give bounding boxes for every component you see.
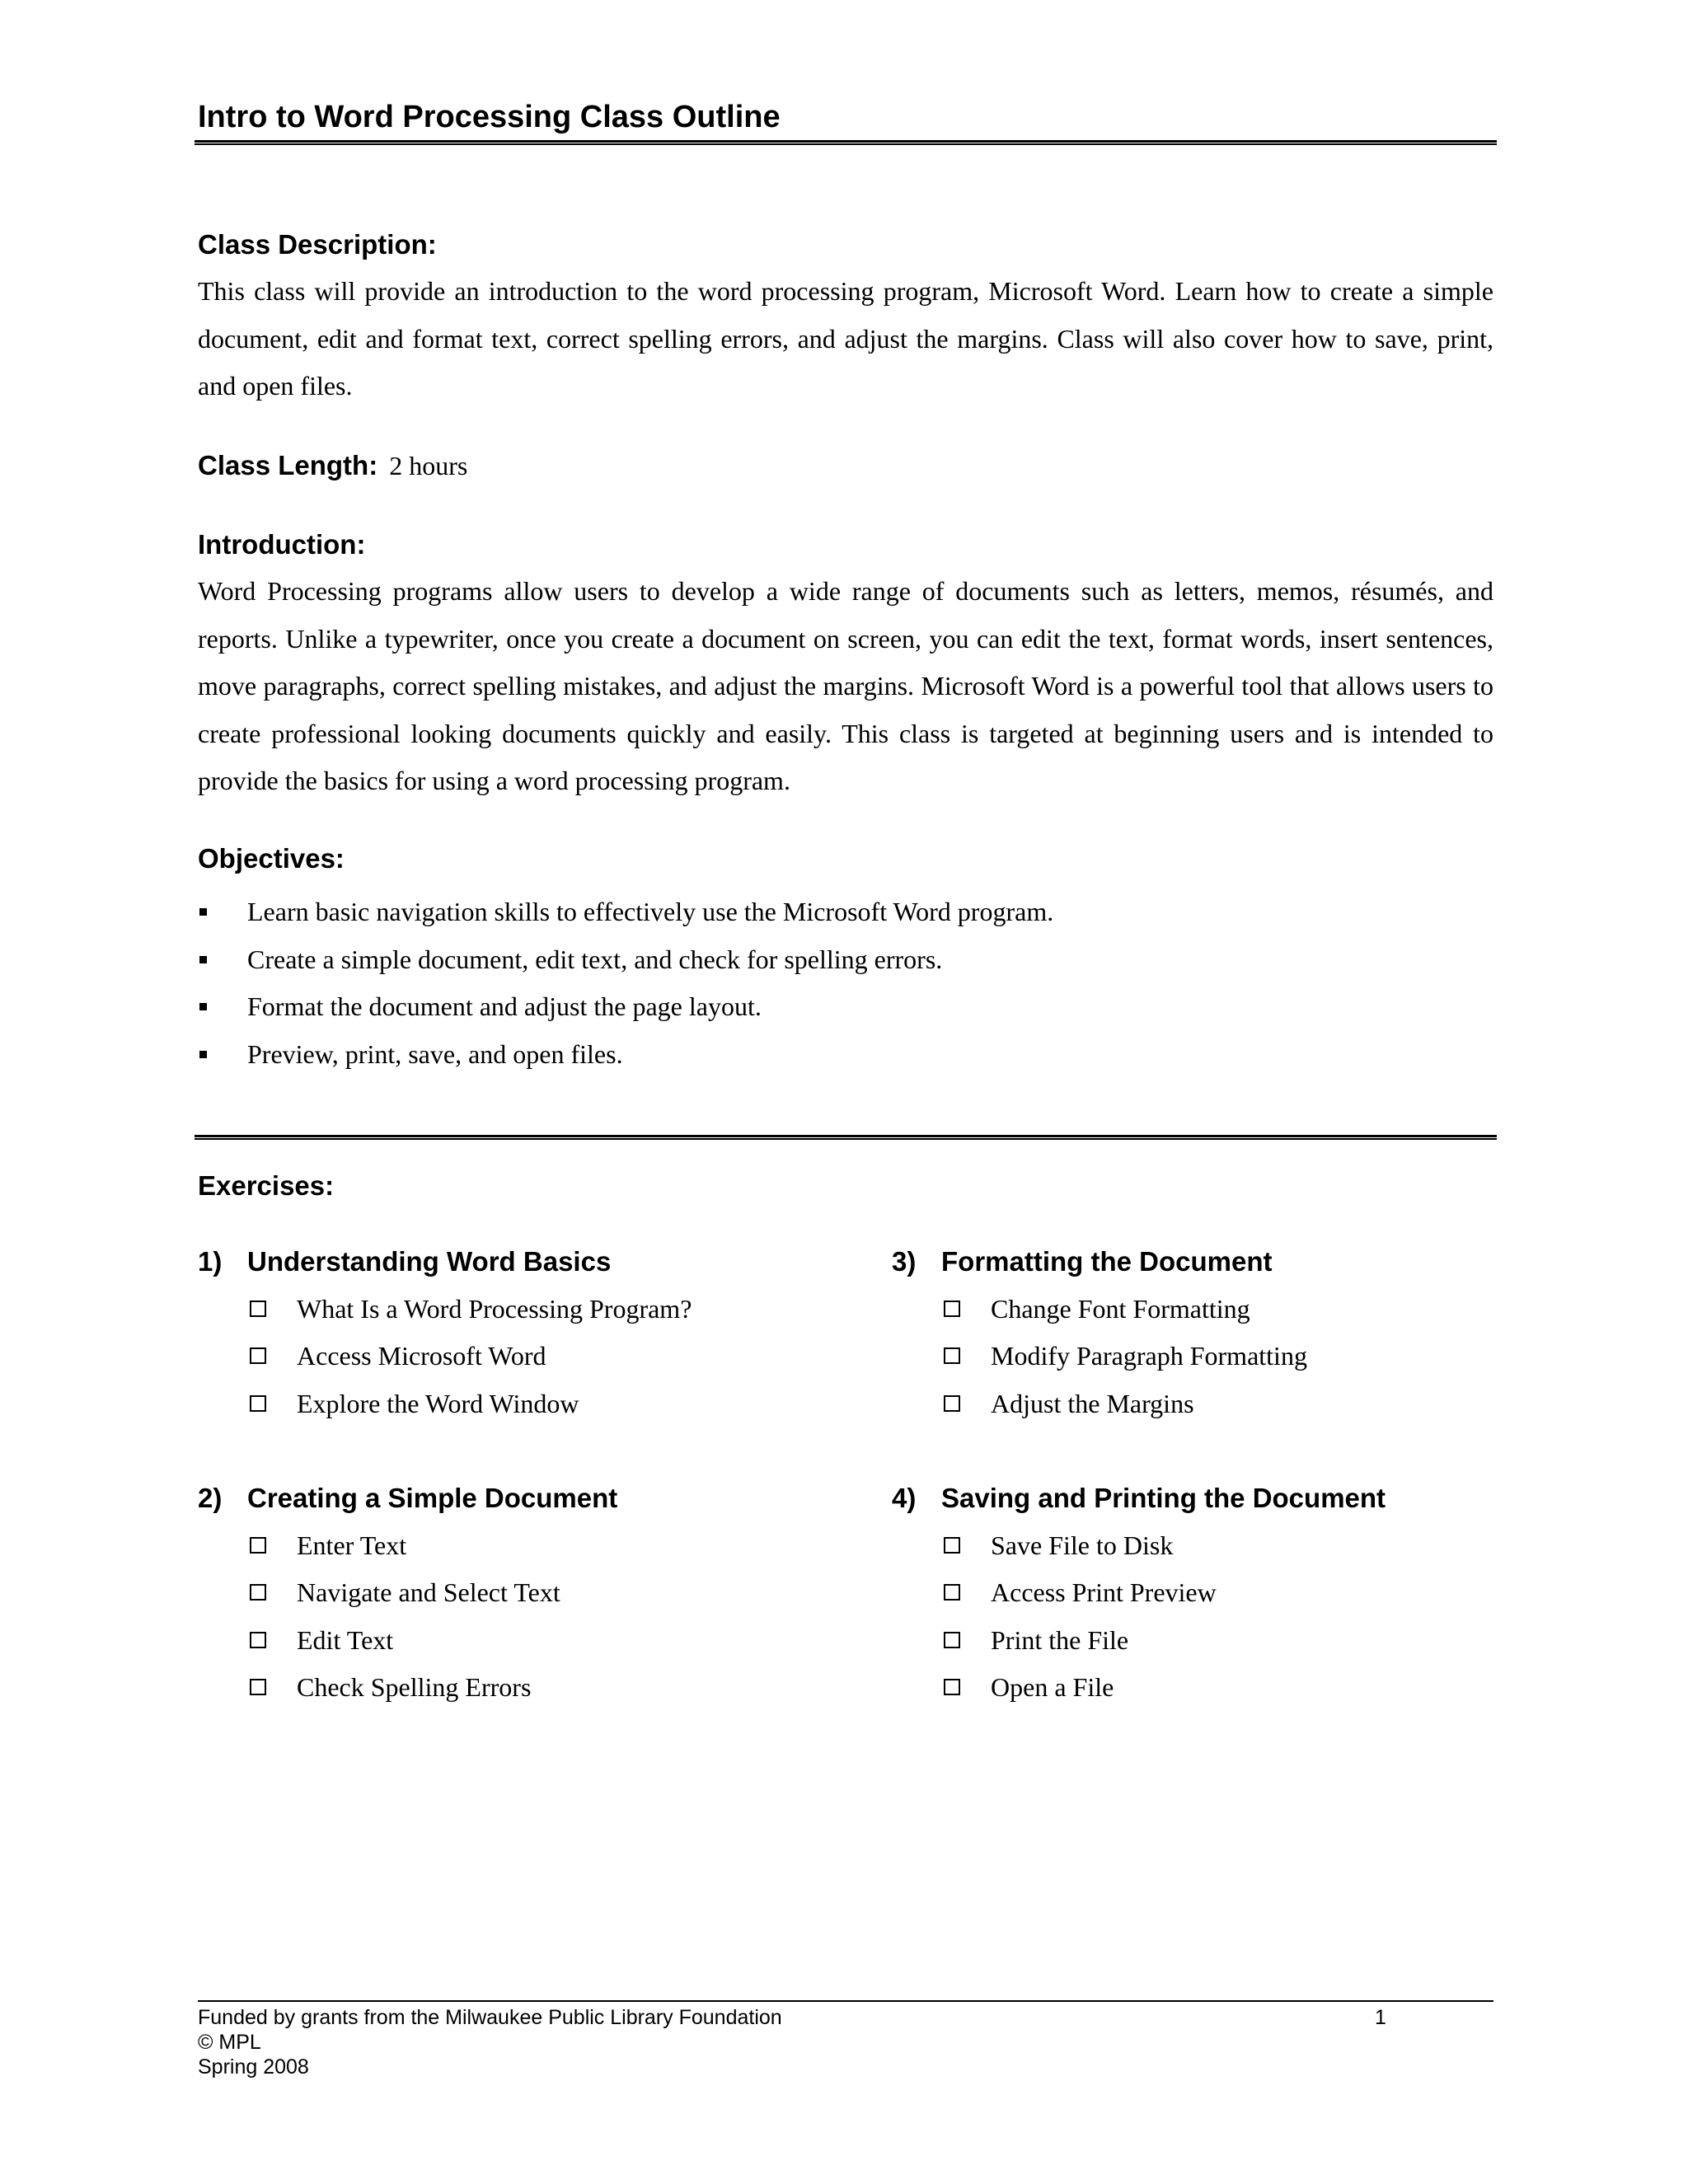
list-item [198, 983, 1053, 1031]
exercise-item-text: Save File to Disk [991, 1530, 1174, 1560]
class-description-heading: Class Description: [198, 229, 437, 260]
exercise-title: Creating a Simple Document [247, 1483, 618, 1513]
list-item [198, 936, 1053, 984]
exercise-title: Saving and Printing the Document [941, 1483, 1386, 1513]
square-bullet-icon [199, 956, 207, 963]
footer-page-number: 1 [1375, 2006, 1386, 2029]
objective-text: Format the document and adjust the page layout. [247, 991, 762, 1021]
exercise-item-text: Edit Text [297, 1624, 394, 1655]
list-item [198, 1664, 775, 1712]
class-description-text: This class will provide an introduction to the word processing program, Microsoft Word. Learn how to create a simple document, edit and format text, correct spelling errors, and adjust the margins. Class will also cover how to save, print, and open files. [198, 276, 1493, 401]
checkbox-icon [250, 1632, 266, 1648]
exercise-number: 2) [198, 1483, 223, 1513]
checkbox-icon [944, 1679, 960, 1695]
exercise-item-text: Print the File [991, 1624, 1129, 1655]
exercise-item-text: Explore the Word Window [297, 1388, 579, 1418]
square-bullet-icon [199, 1003, 207, 1010]
footer-rule [198, 2000, 1493, 2002]
exercise-item-text: Change Font Formatting [991, 1293, 1250, 1324]
list-item [892, 1333, 1469, 1380]
document-title: Intro to Word Processing Class Outline [198, 100, 781, 134]
title-double-rule [195, 140, 1497, 145]
document-page [198, 0, 1493, 2184]
exercise-header [198, 1474, 775, 1522]
introduction-text: Word Processing programs allow users to develop a wide range of documents such as letters, memos, résumés, and reports. Unlike a typewriter, once you create a document on screen, you can edit the text, format words, insert sentences, move paragraphs, correct spelling mistakes, and adjust the margins. Microsoft Word is a powerful tool that allows users to create professional looking documents quickly and easily. This class is targeted at beginning users and is intended to provide the basics for using a word processing program. [198, 576, 1493, 795]
class-length-heading: Class Length: [198, 450, 378, 480]
footer-funded: Funded by grants from the Milwaukee Public Library Foundation [198, 2006, 782, 2029]
list-item [198, 1333, 775, 1380]
checkbox-icon [944, 1632, 960, 1648]
footer-copyright: © MPL [198, 2031, 261, 2054]
exercise-title: Formatting the Document [941, 1246, 1273, 1277]
square-bullet-icon [199, 908, 207, 916]
exercise-checklist [198, 1286, 775, 1428]
exercise-item-text: What Is a Word Processing Program? [297, 1293, 692, 1324]
checkbox-icon [250, 1347, 266, 1364]
exercise-item-text: Access Print Preview [991, 1577, 1217, 1607]
list-item [198, 1569, 775, 1617]
exercise-section-1 [198, 1238, 775, 1427]
exercise-title: Understanding Word Basics [247, 1246, 612, 1277]
checkbox-icon [944, 1347, 960, 1364]
section-double-rule [195, 1135, 1497, 1140]
exercise-checklist [892, 1522, 1469, 1712]
exercise-checklist [892, 1286, 1469, 1428]
list-item [198, 1617, 775, 1665]
exercise-section-3 [892, 1238, 1469, 1427]
exercise-section-4 [892, 1474, 1469, 1712]
exercise-section-2 [198, 1474, 775, 1712]
list-item [892, 1617, 1469, 1665]
checkbox-icon [944, 1537, 960, 1554]
checkbox-icon [944, 1584, 960, 1601]
exercise-checklist [198, 1522, 775, 1712]
list-item [198, 1031, 1053, 1079]
checkbox-icon [250, 1301, 266, 1317]
checkbox-icon [944, 1301, 960, 1317]
list-item [892, 1380, 1469, 1428]
exercise-item-text: Access Microsoft Word [297, 1341, 546, 1371]
objectives-list [198, 888, 1053, 1078]
objectives-heading: Objectives: [198, 843, 345, 874]
checkbox-icon [944, 1395, 960, 1412]
exercise-header [198, 1238, 775, 1286]
objective-text: Create a simple document, edit text, and check for spelling errors. [247, 944, 943, 974]
exercise-number: 1) [198, 1246, 223, 1277]
list-item [198, 1380, 775, 1428]
objective-text: Preview, print, save, and open files. [247, 1038, 623, 1069]
exercise-item-text: Check Spelling Errors [297, 1672, 532, 1702]
checkbox-icon [250, 1584, 266, 1601]
exercise-header [892, 1238, 1469, 1286]
list-item [892, 1522, 1469, 1570]
exercise-number: 4) [892, 1483, 917, 1513]
exercise-item-text: Open a File [991, 1672, 1114, 1702]
list-item [198, 888, 1053, 936]
exercise-number: 3) [892, 1246, 917, 1277]
checkbox-icon [250, 1537, 266, 1554]
objective-text: Learn basic navigation skills to effectively use the Microsoft Word program. [247, 897, 1054, 926]
exercise-header [892, 1474, 1469, 1522]
exercise-item-text: Adjust the Margins [991, 1388, 1194, 1418]
class-length-value: 2 hours [389, 451, 468, 480]
exercise-item-text: Modify Paragraph Formatting [991, 1341, 1307, 1371]
checkbox-icon [250, 1395, 266, 1412]
introduction-heading: Introduction: [198, 529, 366, 560]
class-length-line [198, 449, 467, 482]
exercise-item-text: Navigate and Select Text [297, 1577, 560, 1607]
exercise-item-text: Enter Text [297, 1530, 407, 1560]
checkbox-icon [250, 1679, 266, 1695]
square-bullet-icon [199, 1051, 207, 1058]
exercises-heading: Exercises: [198, 1170, 335, 1201]
list-item [892, 1664, 1469, 1712]
list-item [198, 1286, 775, 1333]
footer-date: Spring 2008 [198, 2055, 309, 2079]
list-item [892, 1569, 1469, 1617]
list-item [892, 1286, 1469, 1333]
list-item [198, 1522, 775, 1570]
